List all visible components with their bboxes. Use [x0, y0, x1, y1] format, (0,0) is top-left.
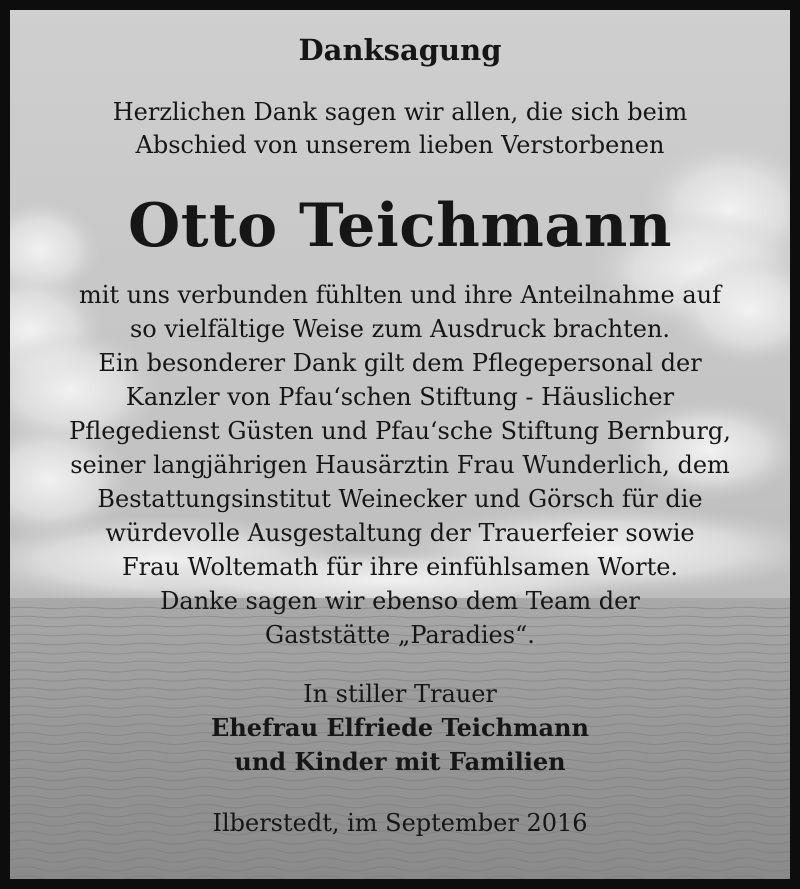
closing-block — [10, 677, 790, 779]
deceased-name: Otto Teichmann — [127, 191, 673, 261]
body-line: Gaststätte „Paradies“. — [265, 621, 535, 649]
place-date: Ilberstedt, im September 2016 — [212, 809, 588, 837]
body-line: Danke sagen wir ebenso dem Team der — [160, 587, 640, 615]
signatory: Ehefrau Elfriede Teichmann — [211, 713, 589, 742]
body-line: Bestattungsinstitut Weinecker und Görsch für die — [97, 485, 703, 513]
body-line: Pflegedienst Güsten und Pfau‘sche Stiftung Bernburg, — [69, 417, 731, 445]
body-line: so vielfältige Weise zum Ausdruck brachten. — [129, 315, 671, 343]
closing-intro: In stiller Trauer — [303, 680, 497, 708]
signatory: und Kinder mit Familien — [234, 747, 566, 776]
intro-line: Abschied von unserem lieben Verstorbenen — [135, 131, 665, 159]
body-line: Ein besonderer Dank gilt dem Pflegepersonal der — [98, 349, 702, 377]
intro-line: Herzlichen Dank sagen wir allen, die sich beim — [112, 98, 688, 126]
body-line: mit uns verbunden fühlten und ihre Anteilnahme auf — [79, 281, 721, 309]
thanks-body — [10, 278, 790, 652]
heading: Danksagung — [298, 33, 502, 67]
body-line: Kanzler von Pfau‘schen Stiftung - Häuslicher — [125, 383, 675, 411]
body-line: seiner langjährigen Hausärztin Frau Wunderlich, dem — [70, 451, 730, 479]
body-line: Frau Woltemath für ihre einfühlsamen Worte. — [121, 553, 679, 581]
body-line: würdevolle Ausgestaltung der Trauerfeier sowie — [105, 519, 695, 547]
intro-text — [10, 96, 790, 162]
